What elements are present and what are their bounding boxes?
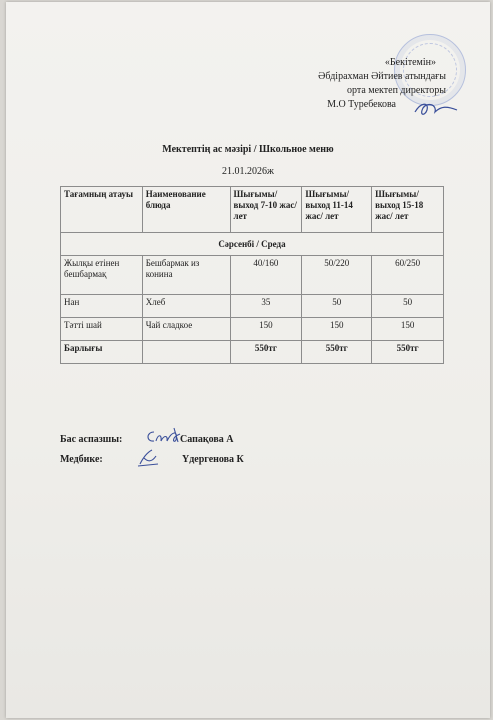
cook-name: Сапақова А: [180, 434, 234, 445]
total-label: Барлығы: [61, 341, 143, 364]
cell-yield-15-18: 60/250: [372, 256, 444, 295]
approval-heading: «Бекітемін»: [384, 57, 436, 68]
header-dish-kz: Тағамның атауы: [61, 187, 143, 233]
header-yield-11-14: Шығымы/ выход 11-14 жас/ лет: [302, 187, 372, 233]
director-signature: [411, 98, 461, 120]
table-row: [61, 295, 444, 318]
day-label: Сәрсенбі / Среда: [61, 233, 444, 256]
approval-line-3: М.О Туребекова: [327, 99, 396, 110]
total-row: [61, 341, 444, 364]
header-yield-15-18: Шығымы/ выход 15-18 жас/ лет: [372, 187, 444, 233]
header-yield-7-10: Шығымы/ выход 7-10 жас/ лет: [230, 187, 302, 233]
menu-table: [60, 186, 444, 364]
table-row: [61, 318, 444, 341]
table-row: [61, 256, 444, 295]
approval-line-2: орта мектеп директоры: [346, 85, 446, 96]
nurse-signature: [134, 446, 164, 470]
nurse-name: Үдергенова К: [182, 454, 244, 465]
cell-yield-15-18: 150: [372, 318, 444, 341]
cell-yield-15-18: 50: [372, 295, 444, 318]
cell-dish-ru: Хлеб: [142, 295, 230, 318]
cell-dish-kz: Жылқы етінен бешбармақ: [61, 256, 143, 295]
total-empty: [142, 341, 230, 364]
cell-yield-7-10: 35: [230, 295, 302, 318]
cell-dish-kz: Нан: [61, 295, 143, 318]
cook-label: Бас аспазшы:: [60, 434, 123, 445]
cell-dish-kz: Тәтті шай: [61, 318, 143, 341]
total-15-18: 550тг: [372, 341, 444, 364]
cell-dish-ru: Чай сладкое: [142, 318, 230, 341]
cell-yield-7-10: 150: [230, 318, 302, 341]
cell-yield-11-14: 50: [302, 295, 372, 318]
cell-yield-11-14: 150: [302, 318, 372, 341]
table-header-row: [61, 187, 444, 233]
cell-dish-ru: Бешбармак из конина: [142, 256, 230, 295]
total-7-10: 550тг: [230, 341, 302, 364]
total-11-14: 550тг: [302, 341, 372, 364]
nurse-label: Медбике:: [60, 454, 103, 465]
cell-yield-11-14: 50/220: [302, 256, 372, 295]
day-row: [61, 233, 444, 256]
approval-line-1: Әбдірахман Әйтиев атындағы: [318, 71, 446, 82]
document-page: [6, 2, 490, 718]
cell-yield-7-10: 40/160: [230, 256, 302, 295]
menu-date: 21.01.2026ж: [222, 166, 274, 177]
header-dish-ru: Наименование блюда: [142, 187, 230, 233]
page-title: Мектептің ас мәзірі / Школьное меню: [162, 144, 334, 155]
